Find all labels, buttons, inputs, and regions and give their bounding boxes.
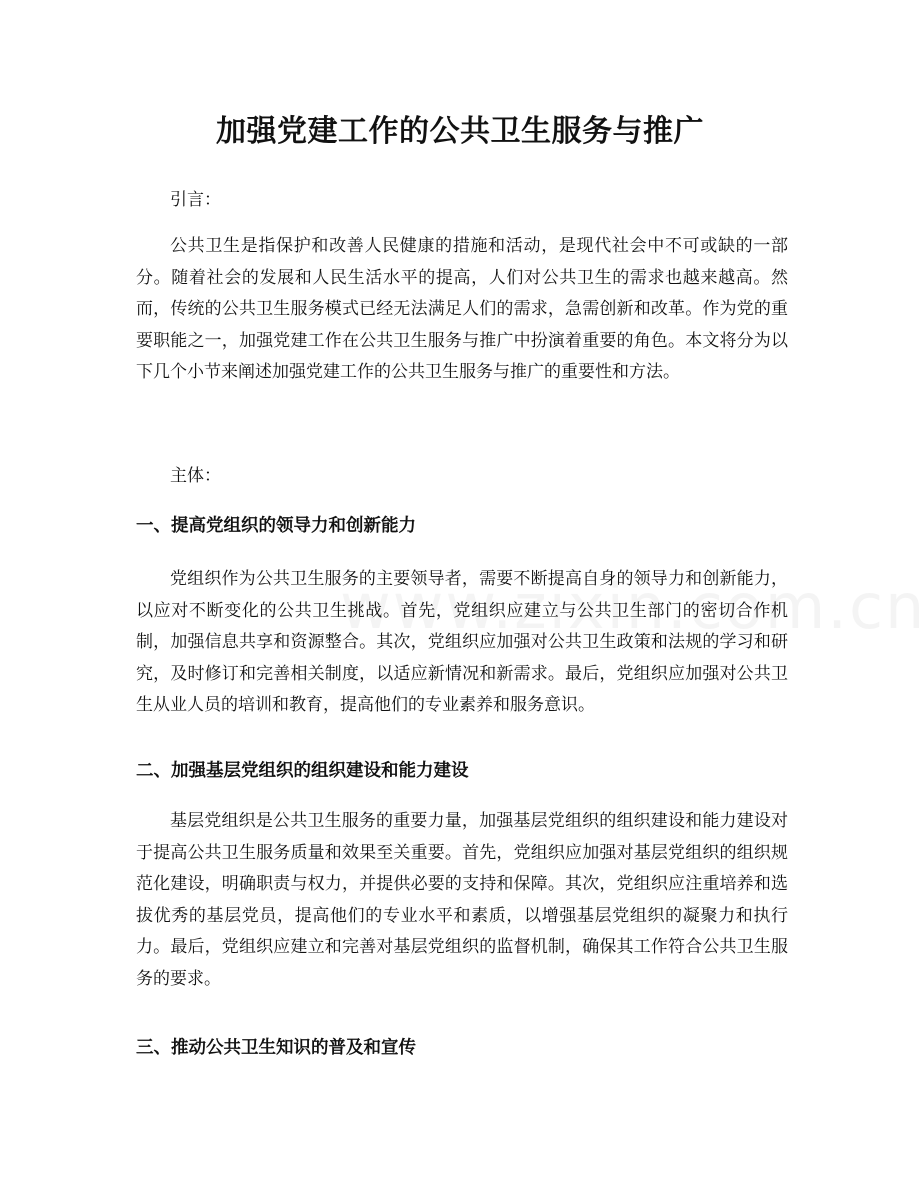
section-paragraph-2: 基层党组织是公共卫生服务的重要力量，加强基层党组织的组织建设和能力建设对于提高公共卫生服务质量和效果至关重要。首先，党组织应加强对基层党组织的组织规范化建设，明确职责与权力，并提供必要的支持和保障。其次，党组织应注重培养和选拔优秀的基层党员，提高他们的专业水平和素质，以增强基层党组织的凝聚力和执行力。最后，党组织应建立和完善对基层党组织的监督机制，确保其工作符合公共卫生服务的要求。 <box>136 811 788 989</box>
intro-paragraph: 公共卫生是指保护和改善人民健康的措施和活动，是现代社会中不可或缺的一部分。随着社会的发展和人民生活水平的提高，人们对公共卫生的需求也越来越高。然而，传统的公共卫生服务模式已经无法满足人们的需求，急需创新和改革。作为党的重要职能之一，加强党建工作在公共卫生服务与推广中扮演着重要的角色。本文将分为以下几个小节来阐述加强党建工作的公共卫生服务与推广的重要性和方法。 <box>136 236 788 383</box>
body-label: 主体： <box>170 466 221 486</box>
section-heading-1: 一、提高党组织的领导力和创新能力 <box>136 516 416 536</box>
section-heading-3: 三、推动公共卫生知识的普及和宣传 <box>136 1038 416 1058</box>
intro-label: 引言： <box>170 190 221 210</box>
section-heading-2: 二、加强基层党组织的组织建设和能力建设 <box>136 761 469 781</box>
section-paragraph-1: 党组织作为公共卫生服务的主要领导者，需要不断提高自身的领导力和创新能力，以应对不断变化的公共卫生挑战。首先，党组织应建立与公共卫生部门的密切合作机制，加强信息共享和资源整合。其次，党组织应加强对公共卫生政策和法规的学习和研究，及时修订和完善相关制度，以适应新情况和新需求。最后，党组织应加强对公共卫生从业人员的培训和教育，提高他们的专业素养和服务意识。 <box>136 569 788 716</box>
document-title: 加强党建工作的公共卫生服务与推广 <box>216 114 704 149</box>
